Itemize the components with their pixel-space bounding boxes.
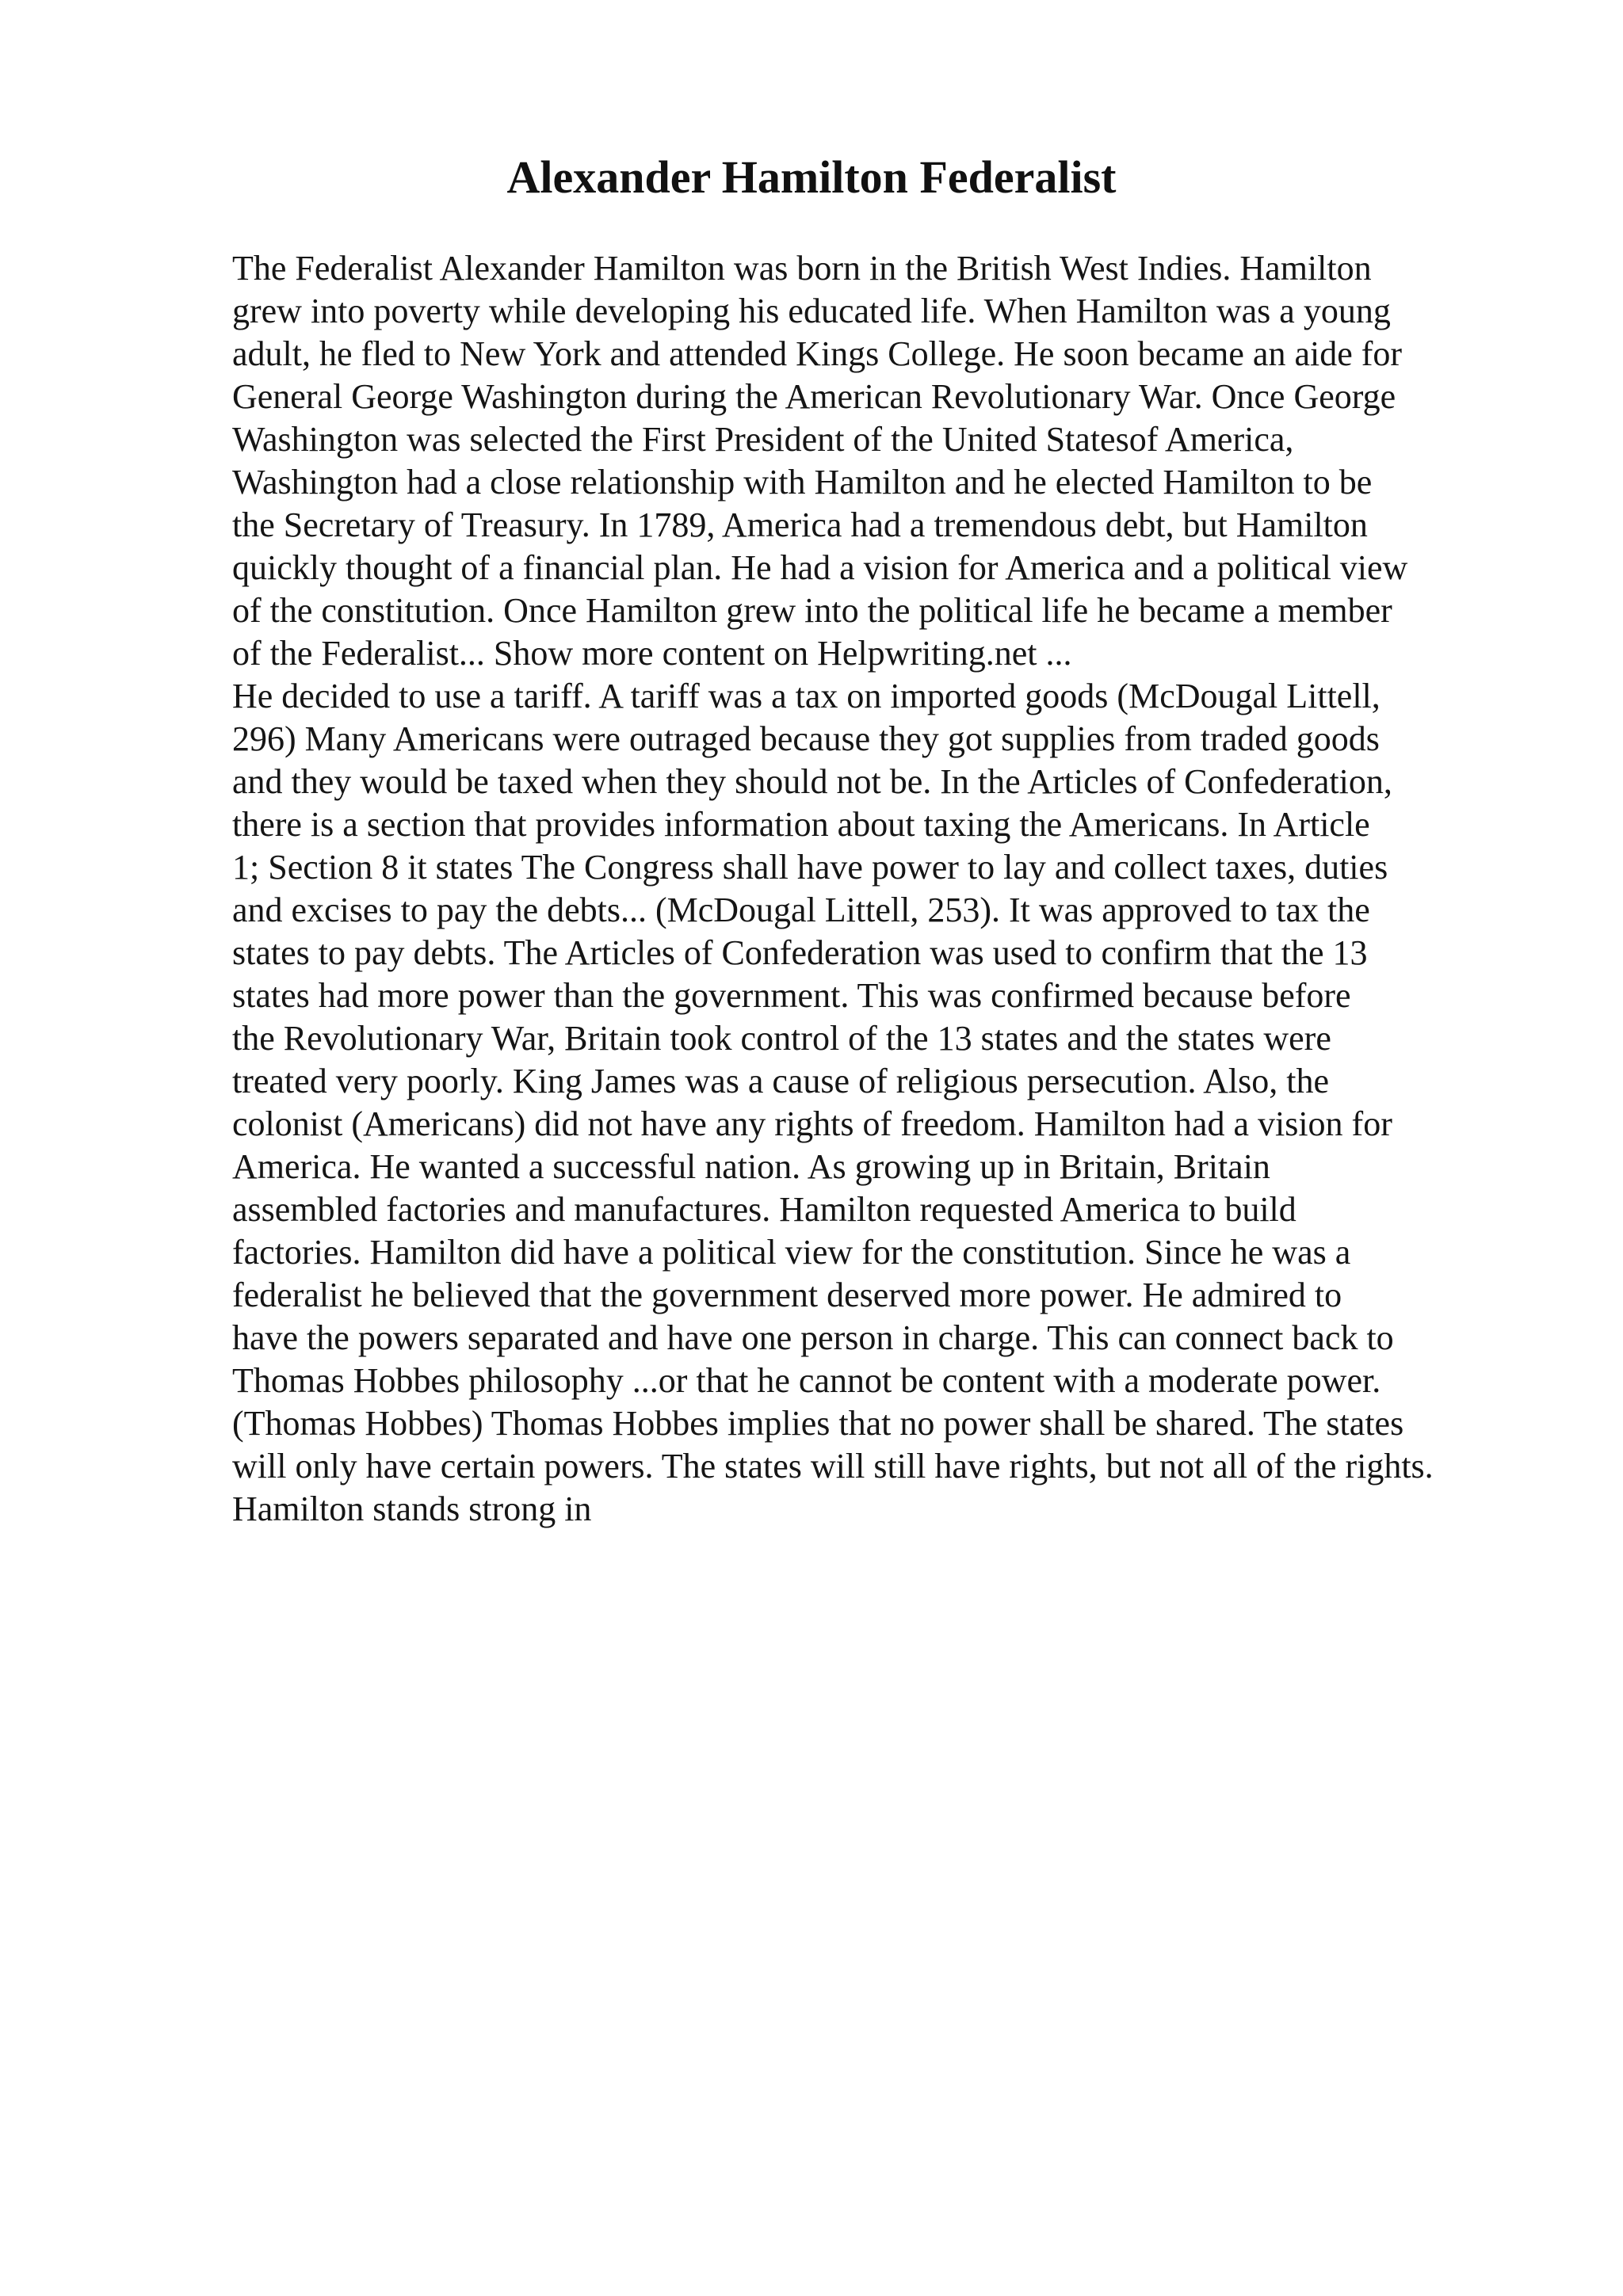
body-line: colonist (Americans) did not have any rights of freedom. Hamilton had a vision for — [232, 1104, 1392, 1143]
body-line: federalist he believed that the government deserved more power. He admired to — [232, 1276, 1342, 1314]
body-line: Thomas Hobbes philosophy ...or that he cannot be content with a moderate power. — [232, 1361, 1381, 1400]
body-line: have the powers separated and have one person in charge. This can connect back to — [232, 1318, 1394, 1357]
body-line: and excises to pay the debts... (McDougal Littell, 253). It was approved to tax the — [232, 891, 1370, 929]
body-line: will only have certain powers. The states will still have rights, but not all of the rights. — [232, 1447, 1434, 1486]
body-line: there is a section that provides information about taxing the Americans. In Article — [232, 805, 1370, 844]
body-line: of the constitution. Once Hamilton grew into the political life he became a member — [232, 591, 1392, 630]
body-line: Washington was selected the First President of the United Statesof America, — [232, 420, 1294, 459]
document-body — [232, 247, 1595, 1531]
body-line: quickly thought of a financial plan. He had a vision for America and a political view — [232, 548, 1408, 587]
body-line: assembled factories and manufactures. Hamilton requested America to build — [232, 1190, 1296, 1229]
body-line: states had more power than the government. This was confirmed because before — [232, 976, 1351, 1015]
body-line: treated very poorly. King James was a cause of religious persecution. Also, the — [232, 1062, 1329, 1100]
body-line: The Federalist Alexander Hamilton was born in the British West Indies. Hamilton — [232, 249, 1372, 288]
body-line: the Revolutionary War, Britain took control of the 13 states and the states were — [232, 1019, 1331, 1058]
body-line: General George Washington during the American Revolutionary War. Once George — [232, 377, 1396, 416]
body-line: and they would be taxed when they should not be. In the Articles of Confederation, — [232, 762, 1392, 801]
body-line: factories. Hamilton did have a political view for the constitution. Since he was a — [232, 1233, 1351, 1272]
body-line: Washington had a close relationship with Hamilton and he elected Hamilton to be — [232, 463, 1373, 502]
body-line: of the Federalist... Show more content on Helpwriting.net ... — [232, 634, 1072, 673]
body-line: the Secretary of Treasury. In 1789, America had a tremendous debt, but Hamilton — [232, 505, 1368, 544]
body-line: states to pay debts. The Articles of Confederation was used to confirm that the 13 — [232, 933, 1368, 972]
body-line: Hamilton stands strong in — [232, 1489, 592, 1528]
document-title: Alexander Hamilton Federalist — [506, 151, 1117, 203]
body-line: America. He wanted a successful nation. As growing up in Britain, Britain — [232, 1147, 1270, 1186]
body-line: (Thomas Hobbes) Thomas Hobbes implies that no power shall be shared. The states — [232, 1404, 1404, 1443]
body-line: 1; Section 8 it states The Congress shall have power to lay and collect taxes, duties — [232, 848, 1388, 887]
body-line: 296) Many Americans were outraged because they got supplies from traded goods — [232, 719, 1380, 758]
body-line: grew into poverty while developing his educated life. When Hamilton was a young — [232, 292, 1391, 330]
body-line: adult, he fled to New York and attended Kings College. He soon became an aide for — [232, 334, 1403, 373]
body-line: He decided to use a tariff. A tariff was a tax on imported goods (McDougal Littell, — [232, 677, 1381, 715]
